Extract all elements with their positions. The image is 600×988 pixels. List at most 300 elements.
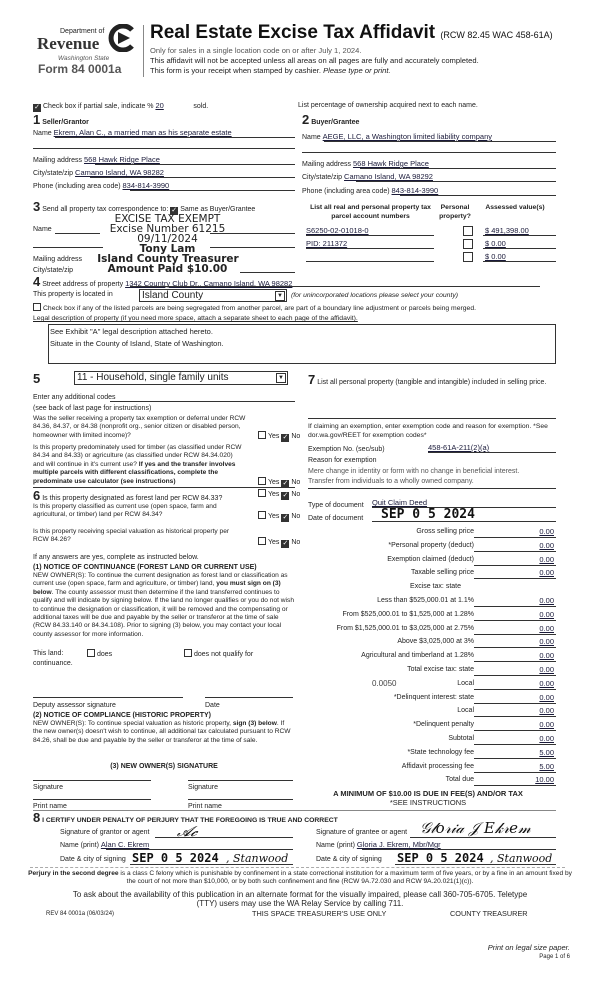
- tax-row: [300, 706, 556, 718]
- parcel-number[interactable]: PID: 211372: [306, 239, 348, 248]
- grantor-name-field[interactable]: Alan C. Ekrem: [100, 840, 150, 849]
- seller-title: Seller/Grantor: [42, 119, 89, 126]
- notice2-text: [33, 720, 295, 745]
- tax-row-value[interactable]: 0.00: [539, 540, 554, 550]
- tax-row: [300, 555, 556, 567]
- n1-bold: you must sign on (3) below: [33, 580, 281, 596]
- see-instructions: *SEE INSTRUCTIONS: [389, 798, 467, 807]
- subtitle-3-text: This form is your receipt when stamped by cashier.: [150, 66, 321, 75]
- line: [33, 148, 295, 149]
- line: [474, 565, 556, 566]
- does-option: [87, 649, 112, 659]
- tax-row-value[interactable]: 0.00: [539, 568, 554, 578]
- form-number: Form 84 0001a: [38, 62, 122, 76]
- line: [474, 647, 556, 648]
- dept-line1: Department of: [60, 28, 105, 35]
- section-number: 1: [33, 112, 41, 127]
- line: [474, 744, 556, 745]
- personal-property-checkbox[interactable]: [463, 226, 473, 236]
- line: [324, 141, 556, 142]
- grantor-city: , Stanwood: [226, 852, 289, 865]
- tax-row: [300, 693, 556, 705]
- yes-label: Yes: [268, 433, 280, 440]
- line: [308, 488, 556, 489]
- line: [33, 247, 103, 248]
- line: [362, 849, 556, 850]
- grantor-sig-label: Signature of grantor or agent: [60, 829, 150, 836]
- line: [483, 235, 556, 236]
- line: [483, 248, 556, 249]
- tax-row-label: Excise tax: state: [410, 583, 461, 591]
- no-checkbox[interactable]: ✓: [282, 540, 289, 547]
- buyer-mail-field[interactable]: 568 Hawk Ridge Place: [352, 159, 429, 168]
- grantee-date-stamp: SEP 0 5 2024: [397, 851, 484, 865]
- line: [474, 578, 556, 579]
- tax-row-label: Local: [457, 679, 474, 687]
- continuance-label: continuance.: [33, 660, 73, 667]
- no-checkbox[interactable]: ✓: [282, 492, 289, 499]
- tax-row-value[interactable]: 0.00: [539, 637, 554, 647]
- city-label: City/state/zip: [302, 174, 343, 181]
- does-not-option: [184, 649, 253, 659]
- does-not-label: does not qualify for: [194, 651, 254, 658]
- subtitle-2: This affidavit will not be accepted unless all areas on all pages are fully and accurately completed.: [150, 56, 479, 65]
- reason-label: Reason for exemption: [308, 457, 377, 464]
- county-note: (for unincorporated locations please select your county): [291, 292, 458, 299]
- line: [372, 521, 556, 522]
- tax-row: [300, 748, 556, 760]
- segregate-checkbox[interactable]: [33, 303, 41, 311]
- title-ref: (RCW 82.45 WAC 458-61A): [440, 30, 553, 40]
- legal-label: Legal description of property (if you need more space, attach a separate sheet to each page of the affidavit).: [33, 315, 358, 322]
- partial-sale-checkbox[interactable]: ✓: [34, 104, 40, 111]
- grantee-date-label: Date & city of signing: [316, 856, 382, 863]
- tax-row-value[interactable]: 10.00: [535, 775, 554, 785]
- doc-date-stamp: SEP 0 5 2024: [381, 507, 475, 522]
- q-current-answer: [258, 511, 300, 522]
- page-number: Page 1 of 6: [539, 954, 570, 960]
- perjury-notice: [28, 870, 572, 886]
- tax-row-label: From $1,525,000.01 to $3,025,000 at 2.75%: [336, 624, 474, 632]
- line: [90, 177, 295, 178]
- divider: [30, 867, 565, 868]
- grantee-signature: 𝒢𝓁𝑜𝓇𝒾𝒶 𝒥 𝐸𝓀𝓇𝑒𝓂: [420, 819, 531, 837]
- tax-row: [300, 541, 556, 553]
- ask-line-2: (TTY) users may use the WA Relay Service by calling 711.: [196, 899, 404, 908]
- buyer-title: Buyer/Grantee: [311, 119, 360, 126]
- grantor-date-stamp: SEP 0 5 2024: [132, 851, 219, 865]
- correspondence-label: Send all property tax correspondence to:: [42, 206, 169, 213]
- print-name-line[interactable]: [188, 799, 293, 800]
- line: [474, 606, 556, 607]
- line: [474, 716, 556, 717]
- same-as-buyer-label: Same as Buyer/Grantee: [180, 206, 256, 213]
- legal-line: See Exhibit "A" legal description attached hereto.: [50, 327, 213, 336]
- section-number: 2: [302, 112, 310, 127]
- yes-checkbox[interactable]: [258, 431, 266, 439]
- tax-row-label: Local: [457, 707, 474, 715]
- tax-row: [300, 775, 556, 787]
- line: [474, 703, 556, 704]
- buyer-phone-field[interactable]: 843-814-3990: [391, 186, 439, 195]
- signature-label: Signature: [188, 784, 218, 791]
- tax-row-label: Taxable selling price: [410, 569, 474, 577]
- exemption-no-label: Exemption No. (sec/sub): [308, 446, 385, 453]
- parcel-number[interactable]: S6250-02-01018-0: [306, 226, 369, 235]
- line: [306, 261, 434, 262]
- buyer-city-field[interactable]: Camano Island, WA 98292: [344, 172, 433, 181]
- name-print-label: Name (print): [316, 842, 355, 849]
- if-any-note: If any answers are yes, complete as instructed below.: [33, 554, 199, 561]
- seller-name-field[interactable]: Ekrem, Alan C., a married man as his separate estate: [53, 128, 232, 137]
- line: [474, 620, 556, 621]
- q-current-use: Is this property classified as current use (open space, farm and agricultural, or timber) land per RCW 84.34?: [33, 503, 217, 519]
- does-checkbox[interactable]: [87, 649, 95, 657]
- q-hist-answer: [258, 537, 300, 548]
- doc-date-label: Date of document: [308, 515, 364, 522]
- tax-row: [300, 527, 556, 539]
- n1-text: NEW OWNER(S): To continue the current designation as forest land or classification as current use (open space, farm and agriculture, or timber) land,: [33, 572, 288, 588]
- additional-codes-label: Enter any additional codes: [33, 394, 116, 401]
- tax-row: [300, 720, 556, 732]
- stamp-line: Island County Treasurer: [97, 253, 239, 265]
- print-name-label: Print name: [33, 803, 67, 810]
- line: [395, 864, 556, 865]
- see-back-note: (see back of last page for instructions): [33, 405, 152, 412]
- n2-text: . If the new owner(s) doesn't wish to continue, all additional tax calculated pursuant to RCW 84.26, shall be due and payable by the seller or transferor at the time of sale.: [33, 720, 291, 744]
- grantee-city: , Stanwood: [490, 852, 553, 865]
- yes-checkbox[interactable]: [258, 477, 266, 485]
- dropdown-arrow-icon: ▼: [276, 373, 286, 383]
- perjury-text: is a class C felony which is punishable by confinement in a state correctional institution for a maximum term of five years, or by a fine in an amount fixed by the court of not more than $10,000, or by both such confinement and fine (RCW 9A.72.030 and RCW 9A.20.021(1)(c)).: [118, 870, 572, 885]
- tax-row-value[interactable]: 0.00: [539, 623, 554, 633]
- grantee-sig-label: Signature of grantee or agent: [316, 829, 408, 836]
- tax-row-label: *Delinquent penalty: [413, 721, 474, 729]
- parcel-header-personal: Personal property?: [439, 204, 471, 220]
- partial-sale-row: [33, 101, 208, 112]
- legal-line: Situate in the County of Island, State of Washington.: [50, 339, 224, 348]
- tax-row-value[interactable]: 0.00: [539, 720, 554, 730]
- tax-row-label: Less than $525,000.01 at 1.1%: [377, 597, 474, 604]
- tax-row-label: Total excise tax: state: [407, 666, 474, 673]
- line: [428, 452, 556, 453]
- name-label: Name: [302, 134, 321, 141]
- parcel-header-value: Assessed value(s): [485, 204, 545, 211]
- line: [360, 168, 556, 169]
- mail-label: Mailing address: [302, 161, 352, 168]
- tax-row-label: Total due: [445, 776, 474, 784]
- use-code-select[interactable]: [74, 371, 288, 385]
- tax-row-label: Above $3,025,000 at 3%: [397, 638, 474, 646]
- stamp-line: 09/11/2024: [137, 233, 198, 245]
- corr-name-label: Name: [33, 226, 52, 233]
- no-checkbox[interactable]: ✓: [282, 434, 289, 441]
- name-print-label: Name (print): [60, 842, 99, 849]
- partial-sale-label: Check box if partial sale, indicate %: [43, 103, 154, 110]
- seller-phone-field[interactable]: 834-814-3990: [122, 181, 170, 190]
- tax-row: [300, 637, 556, 649]
- tax-row-label: From $525,000.01 to $1,525,000 at 1.28%: [342, 610, 474, 618]
- line: [306, 235, 434, 236]
- title-text: Real Estate Excise Tax Affidavit: [150, 22, 436, 43]
- divider: [33, 487, 295, 488]
- corr-mail-label: Mailing address: [33, 256, 83, 263]
- yes-label: Yes: [268, 479, 280, 486]
- line: [55, 233, 100, 234]
- line: [130, 864, 293, 865]
- tax-row-value[interactable]: 0.00: [539, 678, 554, 688]
- n2-bold: sign (3) below: [232, 720, 277, 727]
- phone-label: Phone (including area code): [302, 188, 390, 195]
- n2-text: NEW OWNER(S): To continue special valuation as historic property,: [33, 720, 232, 727]
- tax-row-value[interactable]: 0.00: [539, 527, 554, 536]
- notice2-title: (2) NOTICE OF COMPLIANCE (HISTORIC PROPERTY): [33, 712, 211, 719]
- line: [400, 195, 556, 196]
- q-exemption: Was the seller receiving a property tax exemption or deferral under RCW 84.36, 84.37, or 84.38 (nonprofit org., senior citizen or disabled person, homeowner with limited income)?: [33, 415, 246, 439]
- no-label: No: [291, 491, 301, 498]
- tax-row: [300, 762, 556, 774]
- seller-mail-field[interactable]: 568 Hawk Ridge Place: [83, 155, 160, 164]
- street-label: Street address of property: [42, 281, 124, 288]
- assessed-value[interactable]: $ 491,398.00: [485, 226, 529, 235]
- line: [474, 689, 556, 690]
- tax-row-value[interactable]: 0.00: [539, 692, 554, 702]
- line: [302, 152, 556, 153]
- q-forest-row: [33, 490, 222, 503]
- print-name-label: Print name: [188, 803, 222, 810]
- dor-logo-icon: [106, 24, 136, 52]
- header-divider: [143, 25, 144, 77]
- legal-paper-note: Print on legal size paper.: [487, 943, 570, 952]
- section-number: 8: [33, 810, 41, 825]
- stamp-line: EXCISE TAX EXEMPT: [114, 213, 221, 225]
- segregate-row: [33, 303, 476, 313]
- subtitle-3: [150, 66, 391, 75]
- ownership-note: List percentage of ownership acquired next to each name.: [298, 102, 478, 109]
- signature-line[interactable]: [188, 780, 293, 781]
- use-code-value: 11 - Household, single family units: [77, 372, 229, 383]
- exemption-no-field[interactable]: 458-61A-211(2)(a): [428, 443, 490, 452]
- tax-row-value[interactable]: 0.00: [539, 596, 554, 605]
- same-as-buyer-checkbox[interactable]: ✓: [171, 207, 178, 214]
- no-label: No: [291, 433, 301, 440]
- street-field[interactable]: 1342 Country Club Dr., Camano Island, WA 98282: [125, 279, 293, 288]
- tax-row-value[interactable]: 0.00: [539, 665, 554, 674]
- personal-property-field[interactable]: [308, 418, 556, 419]
- rev-number: REV 84 0001a (06/03/24): [46, 911, 115, 917]
- line: [474, 661, 556, 662]
- street-row: [33, 276, 292, 289]
- tax-row-value[interactable]: 0.00: [539, 651, 554, 661]
- yes-label: Yes: [268, 513, 280, 520]
- subtitle-1: Only for sales in a single location code on or after July 1, 2024.: [150, 46, 362, 55]
- tax-row: [300, 582, 556, 594]
- tax-row-label: *State technology fee: [407, 748, 474, 756]
- deputy-date-line[interactable]: [205, 697, 293, 698]
- no-checkbox[interactable]: ✓: [282, 514, 289, 521]
- yes-checkbox[interactable]: [258, 537, 266, 545]
- doc-type-field[interactable]: Quit Claim Deed: [372, 498, 428, 507]
- seller-heading: [33, 114, 89, 127]
- no-label: No: [291, 513, 301, 520]
- yes-label: Yes: [268, 491, 280, 498]
- yes-label: Yes: [268, 539, 280, 546]
- q-historical: Is this property receiving special valuation as historical property per RCW 84.26?: [33, 528, 230, 544]
- line: [474, 730, 556, 731]
- sold-label: sold.: [193, 103, 209, 110]
- no-checkbox[interactable]: ✓: [282, 480, 289, 487]
- line: [474, 537, 556, 538]
- reason-line-1[interactable]: Mere change in identity or form with no change in beneficial interest.: [308, 468, 520, 475]
- section-number: 5: [33, 371, 41, 386]
- dept-line2: Revenue: [37, 34, 100, 53]
- tax-row-value[interactable]: 5.00: [539, 761, 554, 771]
- section-number: 6: [33, 488, 41, 503]
- minimum-notice: A MINIMUM OF $10.00 IS DUE IN FEE(S) AND/OR TAX: [333, 789, 523, 798]
- personal-property-checkbox[interactable]: [463, 239, 473, 249]
- this-land-label: This land:: [33, 650, 64, 657]
- additional-codes-field[interactable]: [110, 401, 295, 402]
- print-name-line[interactable]: [33, 799, 151, 800]
- no-label: No: [291, 539, 301, 546]
- local-rate: 0.0050: [372, 678, 397, 688]
- tax-row-value[interactable]: 5.00: [539, 747, 554, 757]
- personal-property-label: [308, 374, 556, 388]
- line: [95, 164, 295, 165]
- dept-line3: Washington State: [58, 55, 110, 62]
- page-title: [150, 22, 553, 46]
- tax-row-value[interactable]: 0.00: [539, 734, 554, 743]
- date-label: Date: [205, 702, 220, 709]
- q-timber-bold: If yes and the transfer involves multiple parcels with different classifications, complete the predominate use calculator (see instructions): [33, 460, 236, 485]
- notice1-title: (1) NOTICE OF CONTINUANCE (FOREST LAND OR CURRENT USE): [33, 564, 257, 571]
- tax-row-value[interactable]: 0.00: [539, 706, 554, 716]
- tax-row: [300, 568, 556, 580]
- tax-row: [300, 679, 556, 691]
- personal-property-text: List all personal property (tangible and intangible) included in selling price.: [317, 379, 547, 386]
- county-value: Island County: [142, 290, 204, 301]
- notice1-text: [33, 572, 295, 639]
- stamp-line: Excise Number 61215: [109, 223, 226, 235]
- mail-label: Mailing address: [33, 157, 83, 164]
- buyer-name-field[interactable]: AEGE, LLC, a Washington limited liability company: [322, 132, 493, 141]
- line: [483, 261, 556, 262]
- line: [474, 785, 556, 786]
- parcel-header-numbers: List all real and personal property tax parcel account numbers: [310, 204, 431, 220]
- line: [474, 675, 556, 676]
- dropdown-arrow-icon: ▼: [275, 291, 285, 301]
- q-forest-answer: [258, 489, 300, 500]
- grantee-name-field[interactable]: Gloria J. Ekrem, Mbr/Mgr: [356, 840, 441, 849]
- section-number: 7: [308, 372, 316, 387]
- tax-row-label: Exemption claimed (deduct): [387, 555, 474, 563]
- signature-label: Signature: [33, 784, 63, 791]
- stamp-line: Amount Paid $10.00: [107, 263, 228, 275]
- tax-row-label: Gross selling price: [416, 528, 474, 535]
- county-treasurer: COUNTY TREASURER: [450, 909, 528, 918]
- city-label: City/state/zip: [33, 170, 74, 177]
- line: [130, 286, 540, 287]
- q-timber-text: Is this property predominately used for timber (as classified under RCW 84.34 and 84.33) or agriculture (as classified under RCW 84.34.020) and will continue in it's current use?: [33, 444, 242, 468]
- tax-row: [300, 596, 556, 608]
- line: [474, 634, 556, 635]
- located-label: This property is located in: [33, 291, 113, 298]
- deputy-label: Deputy assessor signature: [33, 702, 116, 709]
- doc-type-label: Type of document: [308, 502, 364, 509]
- tax-row-label: Agricultural and timberland at 1.28%: [361, 652, 474, 660]
- section-number: 3: [33, 199, 41, 214]
- line: [474, 551, 556, 552]
- q-forest: Is this property designated as forest land per RCW 84.33?: [42, 495, 223, 502]
- tax-row-label: *Delinquent interest: state: [393, 693, 474, 701]
- reason-line-2[interactable]: Transfer from individuals to a wholly owned company.: [308, 478, 474, 485]
- line: [106, 849, 293, 850]
- q-timber: [33, 444, 243, 486]
- tax-row-value[interactable]: 0.00: [539, 554, 554, 564]
- tax-row-value[interactable]: 0.00: [539, 609, 554, 619]
- tax-row: [300, 624, 556, 636]
- tax-row: [300, 651, 556, 663]
- n1-text: . The county assessor must then determine if the land transferred continues to qualify and will indicate by signing below. If the land no longer qualifies or you do not wish to continue the designation or classification, it will be removed and the compensating or additional taxes will be due and payable by the seller or transferor at the time of sale (RCW 84.33.140 or 84.34.108). Prior to signing (3) below, you may contact your local county assessor for more information.: [33, 588, 294, 638]
- line: [474, 758, 556, 759]
- phone-label: Phone (including area code): [33, 183, 121, 190]
- line: [306, 248, 434, 249]
- yes-checkbox[interactable]: [258, 489, 266, 497]
- divider: [33, 810, 556, 811]
- yes-checkbox[interactable]: [258, 511, 266, 519]
- name-label: Name: [33, 130, 52, 137]
- grantor-signature: 𝓐𝓬: [175, 824, 201, 840]
- tax-row-label: Affidavit processing fee: [401, 762, 474, 770]
- perjury-bold: Perjury in the second degree: [28, 870, 119, 877]
- certify-title: I CERTIFY UNDER PENALTY OF PERJURY THAT THE FOREGOING IS TRUE AND CORRECT: [42, 817, 338, 824]
- claim-exemption-note: If claiming an exemption, enter exemption code and reason for exemption. *See dor.wa.gov/REET for exemption codes*: [308, 423, 548, 439]
- treasurer-use: THIS SPACE TREASURER'S USE ONLY: [252, 909, 387, 918]
- stamp-line: Tony Lam: [139, 243, 196, 255]
- tax-row-label: Subtotal: [448, 735, 474, 742]
- tax-row: [300, 610, 556, 622]
- grantor-date-label: Date & city of signing: [60, 856, 126, 863]
- line: [356, 181, 556, 182]
- this-land-row: [33, 649, 63, 658]
- tax-row: [300, 734, 556, 746]
- seller-city-field[interactable]: Camano Island, WA 98282: [75, 168, 164, 177]
- no-label: No: [291, 479, 301, 486]
- county-select[interactable]: [139, 289, 287, 302]
- personal-property-checkbox[interactable]: [463, 252, 473, 262]
- signature-line[interactable]: [33, 780, 151, 781]
- segregate-label: Check box if any of the listed parcels are being segregated from another parcel, are part of a boundary line adjustment or parcels being merged.: [43, 305, 476, 312]
- q-exemption-answer: [258, 431, 300, 442]
- section-number: 4: [33, 274, 41, 289]
- line: [130, 190, 295, 191]
- line: [55, 137, 295, 138]
- tax-row: [300, 665, 556, 677]
- assessed-value[interactable]: $ 0.00: [485, 252, 506, 261]
- subtitle-3-italic: Please type or print.: [323, 66, 391, 75]
- grantee-signature-line[interactable]: [410, 837, 556, 838]
- corr-city-label: City/state/zip: [33, 267, 74, 274]
- assessed-value[interactable]: $ 0.00: [485, 239, 506, 248]
- tax-row-label: *Personal property (deduct): [388, 541, 474, 549]
- deputy-signature-line[interactable]: [33, 697, 183, 698]
- does-label: does: [97, 651, 113, 658]
- does-not-checkbox[interactable]: [184, 649, 192, 657]
- line: [474, 772, 556, 773]
- partial-percent-field[interactable]: 20: [155, 101, 164, 110]
- legal-description-box[interactable]: [48, 324, 556, 364]
- ask-line-1: To ask about the availability of this publication in an alternate format for the visually impaired, please call 360-705-6705. Teletype: [72, 890, 528, 899]
